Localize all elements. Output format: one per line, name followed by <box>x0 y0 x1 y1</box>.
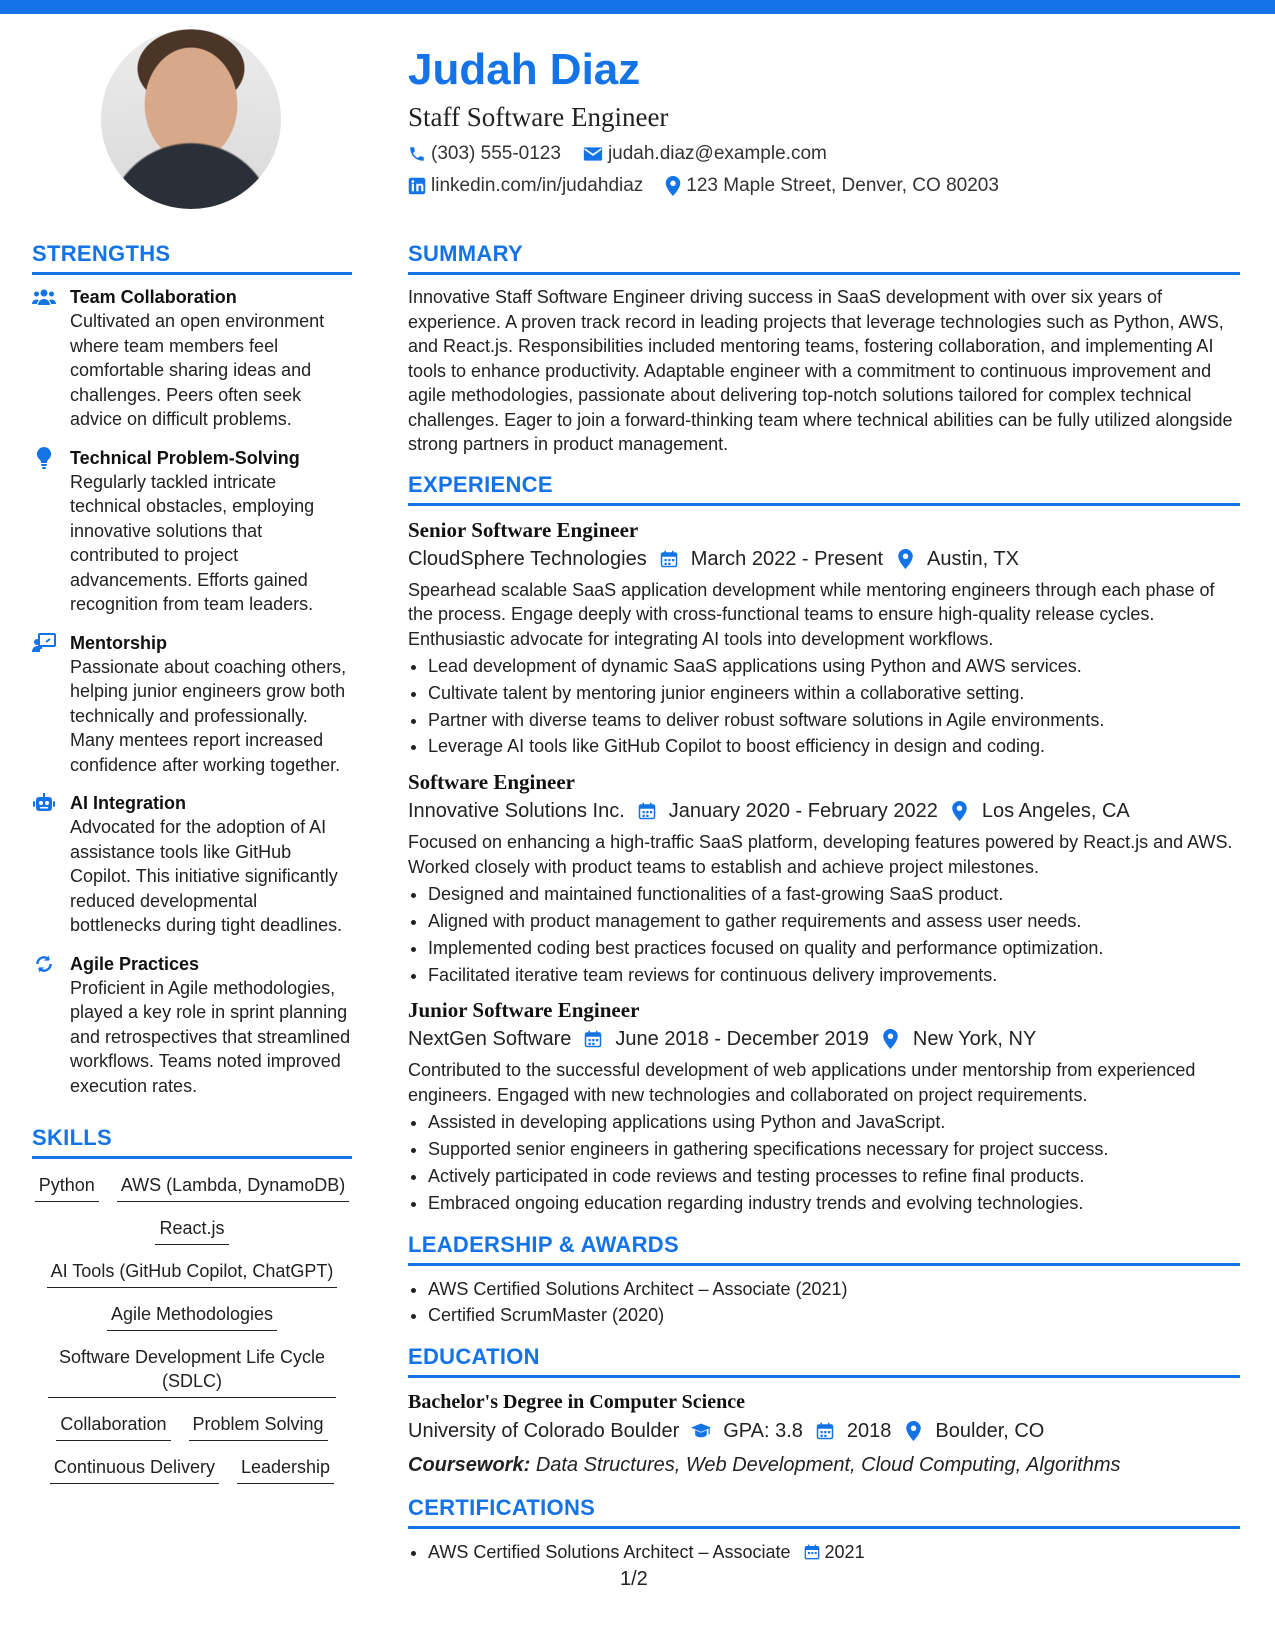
coursework-label: Coursework: <box>408 1454 531 1477</box>
certification-name: AWS Certified Solutions Architect – Associate <box>428 1542 791 1563</box>
summary-text: Innovative Staff Software Engineer driving success in SaaS development with over six years of experience. A proven track record in leading projects that leverage technologies such as Python, AWS, and React.js. Responsibilities included mentoring teams, fostering collaboration, and implementing AI tools to enhance productivity. Adaptable engineer with a commitment to continuous improvement and agile methodologies, passionate about delivering top-notch solutions tailored for complex technical challenges. Eager to join a forward-thinking team where technical abilities can be fully utilized alongside strong partners in product management. <box>408 287 1233 454</box>
job-meta <box>408 1024 1240 1054</box>
email-text[interactable]: judah.diaz@example.com <box>607 143 827 164</box>
skill-tag: Agile Methodologies <box>107 1302 277 1331</box>
job-entry <box>408 768 1240 988</box>
teacher-icon <box>32 631 56 655</box>
leadership-heading: LEADERSHIP & AWARDS <box>408 1231 1240 1266</box>
school-location: Boulder, CO <box>935 1420 1045 1443</box>
phone-text[interactable]: (303) 555-0123 <box>431 143 561 164</box>
email-contact <box>583 142 827 166</box>
strength-desc: Regularly tackled intricate technical obstacles, employing innovative solutions that contributed to project advancements. Efforts gained recognition from team leaders. <box>70 471 315 614</box>
strength-item <box>32 952 352 1099</box>
list-item: • Leverage AI tools like GitHub Copilot to boost efficiency in design and coding. <box>428 733 1240 760</box>
contact-row-2 <box>408 174 1238 198</box>
job-company: NextGen Software <box>408 1028 572 1051</box>
job-title: Software Engineer <box>408 770 576 795</box>
degree-title: Bachelor's Degree in Computer Science <box>408 1391 745 1414</box>
right-column <box>408 240 1240 1566</box>
strength-desc: Proficient in Agile methodologies, played a key role in sprint planning and retrospectives that streamlined workflows. Teams noted improved execution rates. <box>70 977 351 1096</box>
summary-heading: SUMMARY <box>408 240 1240 275</box>
job-bullets <box>408 1109 1240 1216</box>
list-item: • Facilitated iterative team reviews for continuous delivery improvements. <box>428 962 1240 989</box>
strength-desc: Advocated for the adoption of AI assistance tools like GitHub Copilot. This initiative significantly reduced developmental bottlenecks during tight deadlines. <box>70 817 343 935</box>
linkedin-text[interactable]: linkedin.com/in/judahdiaz <box>431 175 644 196</box>
education-heading: EDUCATION <box>408 1343 1240 1378</box>
page-number: 1/2 <box>620 1568 648 1590</box>
list-item: • Lead development of dynamic SaaS applications using Python and AWS services. <box>428 653 1240 680</box>
calendar-icon <box>583 1029 603 1049</box>
job-dates: March 2022 - Present <box>690 547 884 570</box>
skills-heading: SKILLS <box>32 1124 352 1159</box>
experience-heading: EXPERIENCE <box>408 471 1240 506</box>
job-meta <box>408 544 1240 574</box>
leadership-list <box>408 1276 1240 1330</box>
list-item <box>428 1539 1240 1566</box>
graduation-cap-icon <box>691 1421 711 1441</box>
candidate-name: Judah Diaz <box>408 45 641 94</box>
strength-title: AI Integration <box>70 793 186 813</box>
certification-year: 2021 <box>824 1542 865 1563</box>
list-item: • Actively participated in code reviews and testing processes to refine final products. <box>428 1163 1240 1190</box>
skills-list <box>32 1173 352 1484</box>
skill-tag: AWS (Lambda, DynamoDB) <box>117 1173 349 1202</box>
phone-icon <box>408 145 426 163</box>
job-title: Junior Software Engineer <box>408 998 640 1023</box>
calendar-icon <box>637 801 657 821</box>
robot-icon <box>32 791 56 815</box>
list-item: • Cultivate talent by mentoring junior engineers within a collaborative setting. <box>428 680 1240 707</box>
linkedin-contact <box>408 174 643 198</box>
skill-tag: React.js <box>155 1216 228 1245</box>
phone-contact <box>408 142 561 166</box>
map-pin-icon <box>903 1421 923 1441</box>
list-item: • Designed and maintained functionalities of a fast-growing SaaS product. <box>428 881 1240 908</box>
left-column <box>32 240 352 1498</box>
skill-tag: Software Development Life Cycle (SDLC) <box>48 1345 336 1398</box>
map-pin-icon <box>665 176 681 196</box>
strength-title: Team Collaboration <box>70 287 237 307</box>
job-location: Los Angeles, CA <box>981 800 1130 823</box>
contact-row-1 <box>408 142 1238 166</box>
strength-title: Mentorship <box>70 632 167 653</box>
job-description: Spearhead scalable SaaS application development while mentoring engineers through each phase of the process. Engage deeply with cross-functional teams to ensure high-quality release cycles. Enthusiastic advocate for integrating AI tools into development workflows. <box>408 579 1215 649</box>
job-company: CloudSphere Technologies <box>408 547 647 570</box>
strength-desc: Passionate about coaching others, helping junior engineers grow both technically and professionally. Many mentees report increased confidence after working together. <box>70 656 347 775</box>
calendar-icon <box>804 1544 820 1560</box>
strength-item <box>32 285 352 432</box>
list-item: • Supported senior engineers in gathering specifications necessary for project success. <box>428 1136 1240 1163</box>
job-description: Focused on enhancing a high-traffic SaaS platform, developing features powered by React.js and AWS. Worked closely with product teams to establish and achieve project milestones. <box>408 832 1233 877</box>
skill-tag: AI Tools (GitHub Copilot, ChatGPT) <box>47 1259 338 1288</box>
certifications-list <box>408 1539 1240 1566</box>
graduation-year: 2018 <box>846 1420 892 1443</box>
skill-tag: Problem Solving <box>189 1412 328 1441</box>
job-bullets <box>408 653 1240 760</box>
list-item: • Implemented coding best practices focused on quality and performance optimization. <box>428 935 1240 962</box>
certifications-heading: CERTIFICATIONS <box>408 1494 1240 1529</box>
strength-item <box>32 446 352 617</box>
list-item: • Partner with diverse teams to deliver robust software solutions in Agile environments. <box>428 707 1240 734</box>
skill-tag: Continuous Delivery <box>50 1455 219 1484</box>
coursework-list: Data Structures, Web Development, Cloud Computing, Algorithms <box>535 1454 1121 1477</box>
address-text: 123 Maple Street, Denver, CO 80203 <box>686 175 999 196</box>
strengths-heading: STRENGTHS <box>32 240 352 275</box>
job-company: Innovative Solutions Inc. <box>408 800 625 823</box>
top-accent-bar <box>0 0 1275 14</box>
profile-photo <box>101 29 281 209</box>
job-description: Contributed to the successful development of web applications under mentorship from experienced engineers. Engaged with new technologies and collaborated on project requirements. <box>408 1060 1196 1105</box>
list-item: • Embraced ongoing education regarding industry trends and evolving technologies. <box>428 1190 1240 1217</box>
map-pin-icon <box>950 801 970 821</box>
job-location: Austin, TX <box>927 547 1019 570</box>
job-entry <box>408 996 1240 1216</box>
candidate-title: Staff Software Engineer <box>408 102 669 132</box>
skill-tag: Collaboration <box>56 1412 170 1441</box>
job-dates: January 2020 - February 2022 <box>668 800 938 823</box>
users-icon <box>32 285 56 309</box>
map-pin-icon <box>881 1029 901 1049</box>
strength-title: Technical Problem-Solving <box>70 447 300 468</box>
job-dates: June 2018 - December 2019 <box>615 1028 869 1051</box>
job-meta <box>408 796 1240 826</box>
skill-tag: Python <box>35 1173 99 1202</box>
job-entry <box>408 516 1240 761</box>
lightbulb-icon <box>32 446 56 470</box>
job-title: Senior Software Engineer <box>408 517 639 542</box>
school-name: University of Colorado Boulder <box>408 1420 680 1443</box>
gpa-text: GPA: 3.8 <box>723 1420 803 1443</box>
refresh-icon <box>32 952 56 976</box>
list-item: • Certified ScrumMaster (2020) <box>428 1302 1240 1329</box>
skill-tag: Leadership <box>237 1455 334 1484</box>
map-pin-icon <box>895 549 915 569</box>
calendar-icon <box>815 1421 835 1441</box>
job-bullets <box>408 881 1240 988</box>
strength-item <box>32 791 352 938</box>
strength-desc: Cultivated an open environment where team members feel comfortable sharing ideas and challenges. Peers often seek advice on difficult problems. <box>70 311 325 429</box>
job-location: New York, NY <box>912 1028 1037 1051</box>
strength-title: Agile Practices <box>70 953 200 974</box>
envelope-icon <box>583 146 603 162</box>
strength-item <box>32 631 352 778</box>
list-item: • Aligned with product management to gather requirements and assess user needs. <box>428 908 1240 935</box>
calendar-icon <box>659 549 679 569</box>
list-item: • Assisted in developing applications using Python and JavaScript. <box>428 1109 1240 1136</box>
linkedin-icon <box>408 177 426 195</box>
list-item: • AWS Certified Solutions Architect – Associate (2021) <box>428 1276 1240 1303</box>
education-meta <box>408 1416 1240 1446</box>
coursework <box>408 1450 1240 1480</box>
resume-header <box>408 40 1238 198</box>
address-contact <box>665 174 999 198</box>
